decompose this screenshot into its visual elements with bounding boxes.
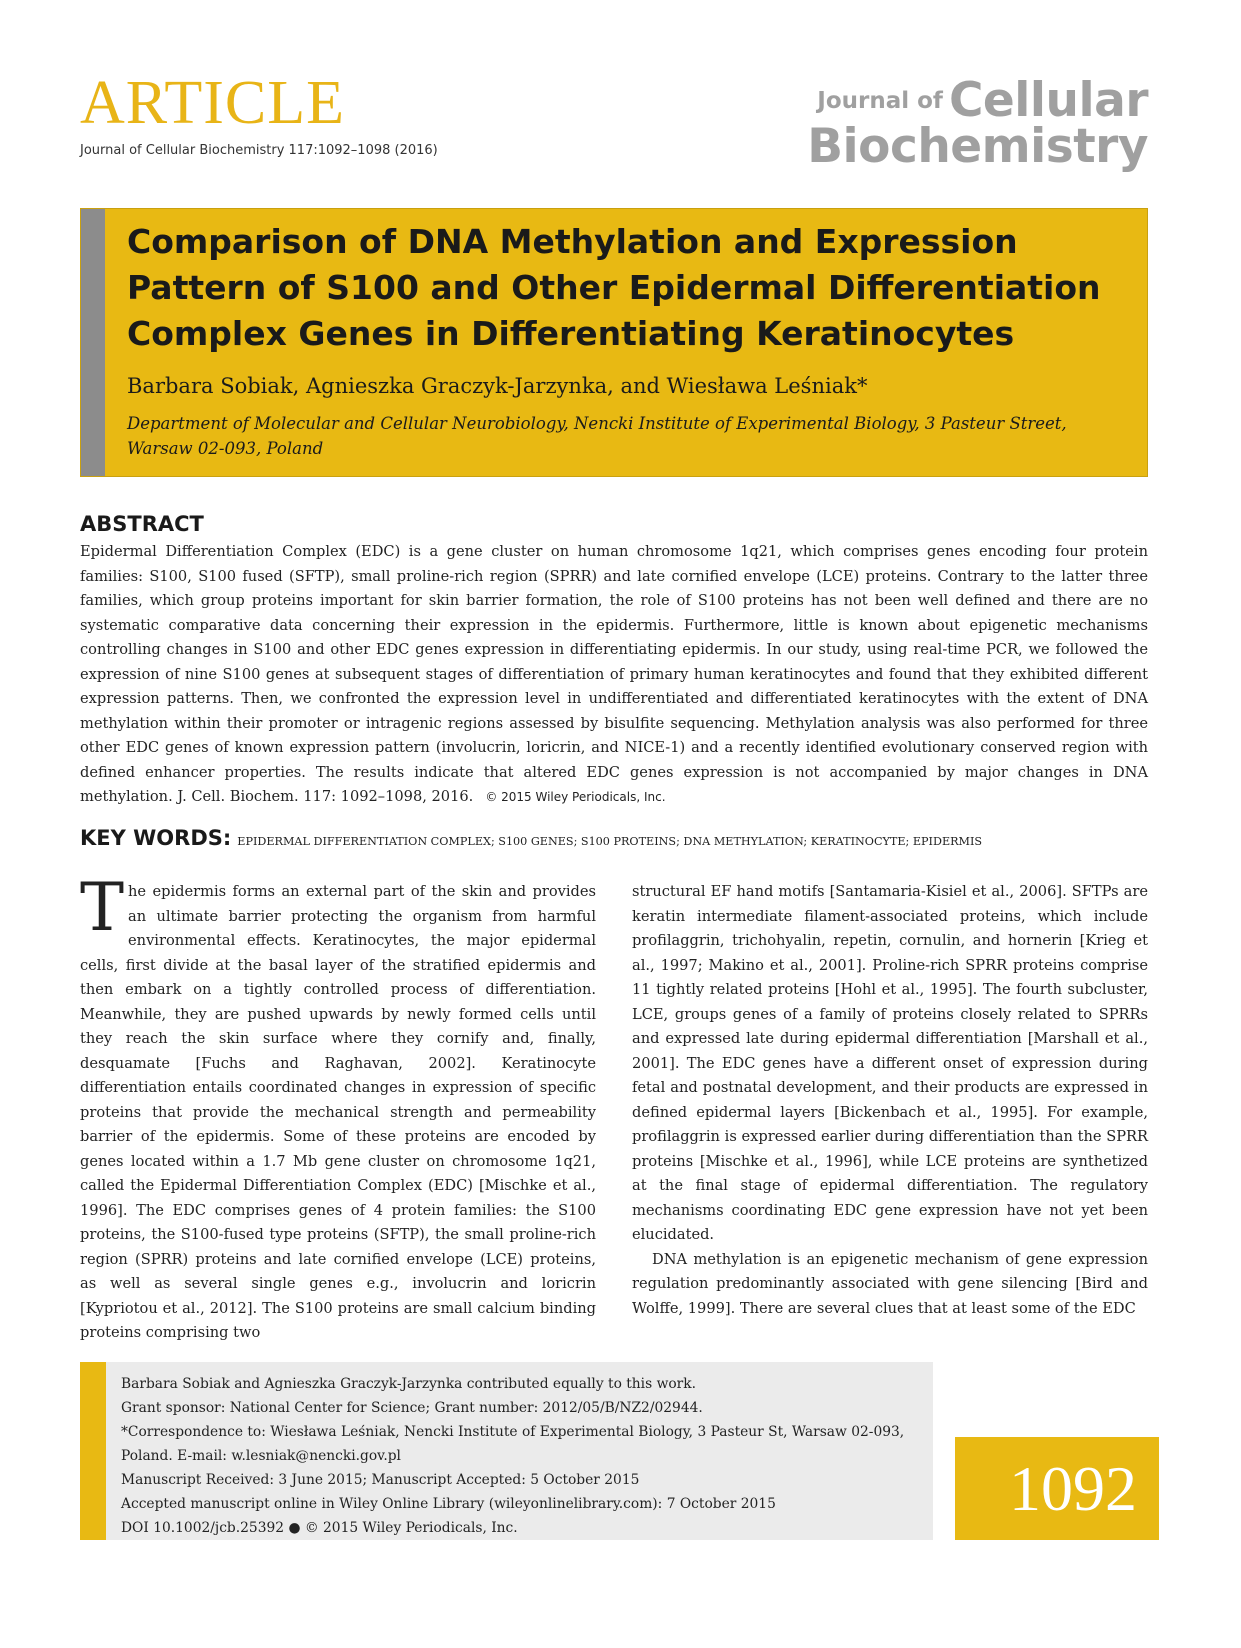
keywords-label: KEY WORDS: bbox=[80, 826, 232, 850]
body-column-left bbox=[80, 869, 596, 1346]
keywords bbox=[80, 826, 1160, 850]
footnote-online: Accepted manuscript online in Wiley Online Library (wileyonlinelibrary.com): 7 October 2015 bbox=[121, 1496, 776, 1512]
body-right-paragraph-1: structural EF hand motifs [Santamaria-Kisiel et al., 2006]. SFTPs are keratin intermediate filament-associated proteins, which include profilaggrin, trichohyalin, repetin, cornulin, and hornerin [Krieg et al., 1997; Makino et al., 2001]. Proline-rich SPRR proteins comprise 11 tightly related proteins [Hohl et al., 1995]. The fourth subcluster, LCE, groups genes of a family of proteins closely related to SPRRs and expressed late during epidermal differentiation [Marshall et al., 2001]. The EDC genes have a different onset of expression during fetal and postnatal development, and their products are expressed in defined epidermal layers [Bickenbach et al., 1995]. For example, profilaggrin is expressed earlier during differentiation than the SPRR proteins [Mischke et al., 1996], while LCE proteins are synthetized at the final stage of epidermal differentiation. The regulatory mechanisms coordinating EDC gene expression have not yet been elucidated. bbox=[632, 883, 1148, 1243]
journal-citation: Journal of Cellular Biochemistry 117:1092–1098 (2016) bbox=[80, 143, 438, 158]
body-left-text: he epidermis forms an external part of the skin and provides an ultimate barrier protecting the organism from harmful environmental effects. Keratinocytes, the major epidermal cells, first divide at the basal layer of the stratified epidermis and then embark on a tightly controlled process of differentiation. Meanwhile, they are pushed upwards by newly formed cells until they reach the skin surface where they cornify and, finally, desquamate [Fuchs and Raghavan, 2002]. Keratinocyte differentiation entails coordinated changes in expression of specific proteins that provide the mechanical strength and permeability barrier of the epidermis. Some of these proteins are encoded by genes located within a 1.7 Mb gene cluster on chromosome 1q21, called the Epidermal Differentiation Complex (EDC) [Mischke et al., 1996]. The EDC comprises genes of 4 protein families: the S100 proteins, the S100-fused type proteins (SFTP), the small proline-rich region (SPRR) proteins and late cornified envelope (LCE) proteins, as well as several single genes e.g., involucrin and loricrin [Kypriotou et al., 2012]. The S100 proteins are small calcium binding proteins comprising two bbox=[80, 883, 596, 1341]
article-label: ARTICLE bbox=[80, 69, 346, 137]
keywords-values: EPIDERMAL DIFFERENTIATION COMPLEX; S100 GENES; S100 PROTEINS; DNA METHYLATION; KERATINOCYTE; EPIDERMIS bbox=[237, 835, 983, 848]
paper-title: Comparison of DNA Methylation and Expression Pattern of S100 and Other Epidermal Differentiation Complex Genes in Differentiating Keratinocytes bbox=[127, 222, 1101, 353]
abstract-body bbox=[80, 540, 1148, 810]
journal-logo bbox=[807, 73, 1148, 174]
footnote-equal-contribution: Barbara Sobiak and Agnieszka Graczyk-Jarzynka contributed equally to this work. bbox=[121, 1376, 697, 1392]
footnote-received: Manuscript Received: 3 June 2015; Manuscript Accepted: 5 October 2015 bbox=[121, 1472, 640, 1488]
journal-logo-word-2: Biochemistry bbox=[807, 119, 1148, 174]
footnote-side-bar bbox=[80, 1362, 106, 1540]
footnote-grant: Grant sponsor: National Center for Science; Grant number: 2012/05/B/NZ2/02944. bbox=[121, 1400, 703, 1416]
affiliation: Department of Molecular and Cellular Neurobiology, Nencki Institute of Experimental Biology, 3 Pasteur Street, Warsaw 02-093, Poland bbox=[127, 414, 1067, 458]
abstract-heading: ABSTRACT bbox=[80, 512, 204, 536]
title-block bbox=[80, 208, 1148, 477]
journal-logo-prefix: Journal of bbox=[817, 88, 943, 114]
authors: Barbara Sobiak, Agnieszka Graczyk-Jarzynka, and Wiesława Leśniak* bbox=[127, 374, 868, 398]
body-right-paragraph-2: DNA methylation is an epigenetic mechanism of gene expression regulation predominantly associated with gene silencing [Bird and Wolffe, 1999]. There are several clues that at least some of the EDC bbox=[632, 1250, 1148, 1317]
page-number-box bbox=[955, 1437, 1159, 1540]
body-column-right bbox=[632, 880, 1148, 1321]
title-side-bar bbox=[81, 209, 105, 476]
footnote-doi: DOI 10.1002/jcb.25392 ● © 2015 Wiley Periodicals, Inc. bbox=[121, 1520, 518, 1536]
abstract-copyright: © 2015 Wiley Periodicals, Inc. bbox=[485, 790, 666, 804]
footnote-correspondence: *Correspondence to: Wiesława Leśniak, Nencki Institute of Experimental Biology, 3 Pasteur St, Warsaw 02-093, Poland. E-mail: w.lesniak@nencki.gov.pl bbox=[121, 1424, 905, 1464]
footnote-box bbox=[80, 1362, 933, 1540]
abstract-text: Epidermal Differentiation Complex (EDC) is a gene cluster on human chromosome 1q21, which comprises genes encoding four protein families: S100, S100 fused (SFTP), small proline-rich region (SPRR) and late cornified envelope (LCE) proteins. Contrary to the latter three families, which group proteins important for skin barrier formation, the role of S100 proteins has not been well defined and there are no systematic comparative data concerning their expression in the epidermis. Furthermore, little is known about epigenetic mechanisms controlling changes in S100 and other EDC genes expression in differentiating epidermis. In our study, using real-time PCR, we followed the expression of nine S100 genes at subsequent stages of differentiation of primary human keratinocytes and found that they exhibited different expression patterns. Then, we confronted the expression level in undifferentiated and differentiated keratinocytes with the extent of DNA methylation within their promoter or intragenic regions assessed by bisulfite sequencing. Methylation analysis was also performed for three other EDC genes of known expression pattern (involucrin, loricrin, and NICE-1) and a recently identified evolutionary conserved region with defined enhancer properties. The results indicate that altered EDC genes expression is not accompanied by major changes in DNA methylation. J. Cell. Biochem. 117: 1092–1098, 2016. bbox=[80, 543, 1148, 805]
page-number: 1092 bbox=[1009, 1453, 1137, 1524]
drop-cap: T bbox=[80, 869, 125, 946]
journal-logo-word-1: Cellular bbox=[948, 73, 1148, 128]
footnote-lines bbox=[121, 1372, 921, 1540]
